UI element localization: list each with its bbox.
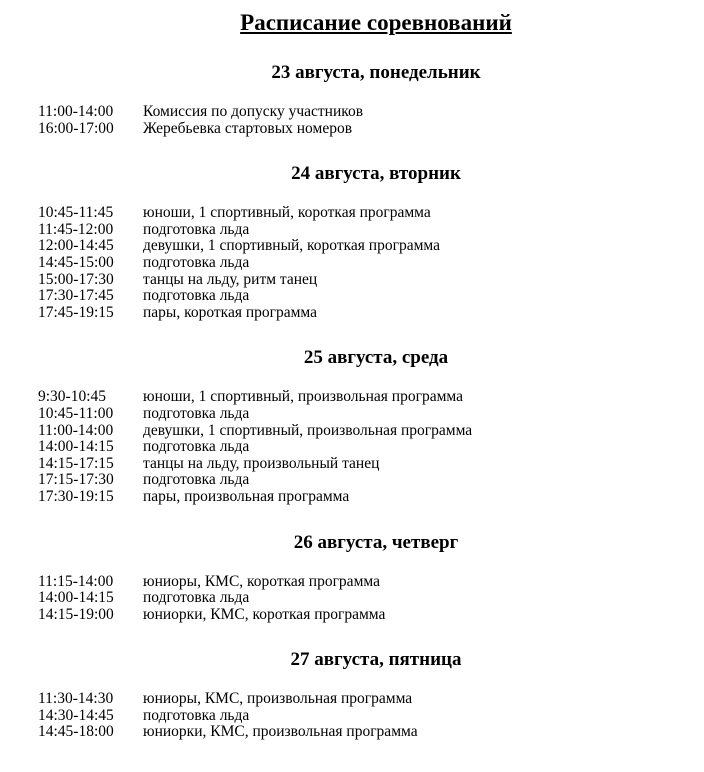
time-range: 14:45-18:00 [38,723,114,741]
schedule-rows [38,389,704,505]
schedule-row [38,724,704,741]
time-range: 17:45-19:15 [38,303,114,321]
schedule-row [38,708,704,725]
event-description: юниоры, КМС, короткая программа [143,572,380,590]
event-description: подготовка льда [143,438,250,456]
schedule-row [38,574,704,591]
time-range: 14:30-14:45 [38,706,114,724]
schedule-row [38,489,704,506]
day-heading: 24 августа, вторник [291,163,461,185]
day-section-monday [38,61,704,137]
time-range: 15:00-17:30 [38,270,114,288]
schedule-row [38,272,704,289]
event-description: девушки, 1 спортивный, произвольная программа [143,421,473,439]
day-section-wednesday [38,346,704,505]
event-description: юниорки, КМС, произвольная программа [143,723,418,741]
time-range: 16:00-17:00 [38,119,114,137]
event-description: подготовка льда [143,404,250,422]
schedule-rows [38,691,704,741]
event-description: пары, произвольная программа [143,487,350,505]
day-section-friday [38,648,704,741]
schedule-row [38,439,704,456]
event-description: юниоры, КМС, произвольная программа [143,690,413,708]
schedule-rows [38,205,704,321]
event-description: юноши, 1 спортивный, произвольная программа [143,388,463,406]
time-range: 17:30-17:45 [38,287,114,305]
time-range: 11:15-14:00 [38,572,114,590]
document-title: Расписание соревнований [240,10,512,35]
schedule-row [38,691,704,708]
schedule-row [38,222,704,239]
day-heading: 27 августа, пятница [290,649,462,671]
day-section-thursday [38,531,704,624]
event-description: танцы на льду, произвольный танец [143,454,380,472]
time-range: 10:45-11:45 [38,204,114,222]
event-description: подготовка льда [143,706,250,724]
event-description: танцы на льду, ритм танец [143,270,318,288]
event-description: юниорки, КМС, короткая программа [143,605,386,623]
event-description: подготовка льда [143,220,250,238]
schedule-row [38,305,704,322]
schedule-row [38,590,704,607]
day-section-tuesday [38,162,704,321]
event-description: пары, короткая программа [143,303,318,321]
event-description: подготовка льда [143,253,250,271]
schedule-rows [38,104,704,137]
document-page [38,0,704,741]
schedule-row [38,255,704,272]
schedule-row [38,456,704,473]
day-heading: 25 августа, среда [303,347,449,369]
schedule-row [38,121,704,138]
event-description: подготовка льда [143,287,250,305]
schedule-row [38,472,704,489]
schedule-rows [38,574,704,624]
time-range: 11:45-12:00 [38,220,114,238]
event-description: юноши, 1 спортивный, короткая программа [143,204,431,222]
time-range: 14:00-14:15 [38,589,114,607]
schedule-row [38,205,704,222]
event-description: Жеребьевка стартовых номеров [143,119,353,137]
time-range: 11:30-14:30 [38,690,114,708]
time-range: 12:00-14:45 [38,237,114,255]
schedule-row [38,288,704,305]
time-range: 11:00-14:00 [38,103,114,120]
day-heading: 23 августа, понедельник [271,62,481,83]
time-range: 14:00-14:15 [38,438,114,456]
schedule-row [38,607,704,624]
event-description: подготовка льда [143,589,250,607]
time-range: 11:00-14:00 [38,421,114,439]
time-range: 9:30-10:45 [38,388,107,406]
day-heading: 26 августа, четверг [293,531,459,553]
time-range: 17:15-17:30 [38,471,114,489]
schedule-row [38,406,704,423]
schedule-row [38,104,704,121]
event-description: Комиссия по допуску участников [143,103,364,120]
time-range: 17:30-19:15 [38,487,114,505]
event-description: подготовка льда [143,471,250,489]
schedule-row [38,238,704,255]
schedule-row [38,423,704,440]
time-range: 14:45-15:00 [38,253,114,271]
time-range: 10:45-11:00 [38,404,114,422]
time-range: 14:15-17:15 [38,454,114,472]
event-description: девушки, 1 спортивный, короткая программа [143,237,440,255]
schedule-row [38,389,704,406]
time-range: 14:15-19:00 [38,605,114,623]
